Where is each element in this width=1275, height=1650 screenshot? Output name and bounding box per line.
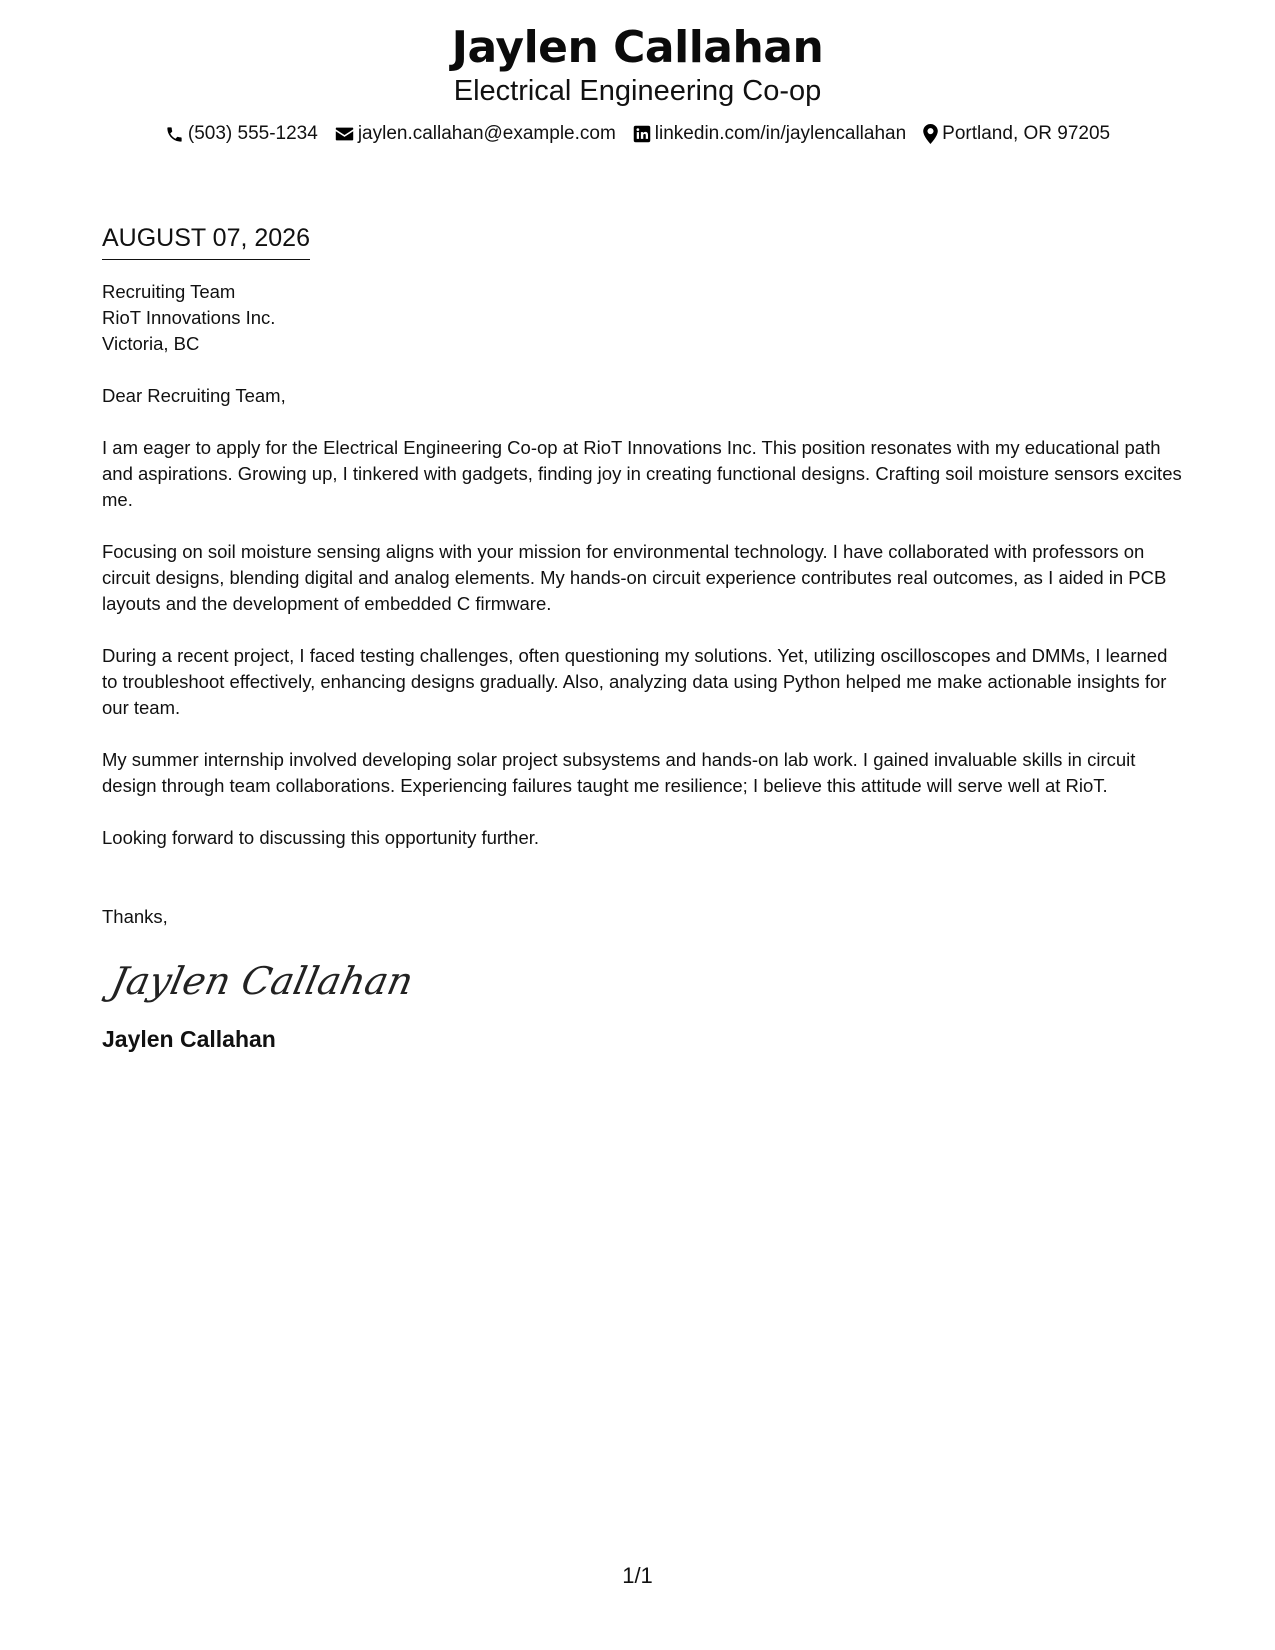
recipient-line: RioT Innovations Inc. <box>102 307 276 328</box>
letter-header <box>0 22 1275 146</box>
body-paragraph: Focusing on soil moisture sensing aligns with your mission for environmental technology. I have collaborated with professors on circuit designs, blending digital and analog elements. My hands-on circuit experience contributes real outcomes, as I aided in PCB layouts and the development of embedded C firmware. <box>102 541 1167 614</box>
contact-phone <box>165 122 318 146</box>
phone-icon <box>165 125 184 144</box>
recipient-line: Recruiting Team <box>102 281 236 302</box>
linkedin-text[interactable]: linkedin.com/in/jaylencallahan <box>654 123 907 144</box>
signoff: Thanks, <box>102 906 168 927</box>
email-text[interactable]: jaylen.callahan@example.com <box>357 123 616 144</box>
page-indicator: 1/1 <box>622 1563 653 1588</box>
letter-body <box>102 222 1182 1054</box>
body-paragraph: My summer internship involved developing solar project subsystems and hands-on lab work. I gained invaluable skills in circuit design through team collaborations. Experiencing failures taught me resilience; I believe this attitude will serve well at RioT. <box>102 749 1136 796</box>
map-pin-icon <box>923 124 938 144</box>
location-text: Portland, OR 97205 <box>942 123 1111 144</box>
phone-text[interactable]: (503) 555-1234 <box>187 123 318 144</box>
applicant-role: Electrical Engineering Co-op <box>453 75 822 107</box>
contact-location <box>923 122 1110 146</box>
contact-linkedin <box>633 122 906 146</box>
body-paragraph: I am eager to apply for the Electrical Engineering Co-op at RioT Innovations Inc. This position resonates with my educational path and aspirations. Growing up, I tinkered with gadgets, finding joy in creating functional designs. Crafting soil moisture sensors excites me. <box>102 437 1182 510</box>
contact-row <box>0 122 1275 146</box>
signature-text: Jaylen Callahan <box>106 959 418 1004</box>
body-paragraph: During a recent project, I faced testing challenges, often questioning my solutions. Yet, utilizing oscilloscopes and DMMs, I learned to troubleshoot effectively, enhancing designs gradually. Also, analyzing data using Python helped me make actionable insights for our team. <box>102 645 1168 718</box>
handwritten-signature <box>106 952 418 1010</box>
contact-email <box>335 122 616 146</box>
envelope-icon <box>335 126 354 142</box>
signer-name: Jaylen Callahan <box>102 1026 276 1052</box>
salutation: Dear Recruiting Team, <box>102 385 286 406</box>
recipient-block <box>102 279 1182 357</box>
closing-line: Looking forward to discussing this opportunity further. <box>102 827 540 848</box>
linkedin-icon <box>633 125 651 143</box>
applicant-name: Jaylen Callahan <box>451 22 824 73</box>
letter-date: AUGUST 07, 2026 <box>102 222 310 260</box>
recipient-line: Victoria, BC <box>102 333 200 354</box>
